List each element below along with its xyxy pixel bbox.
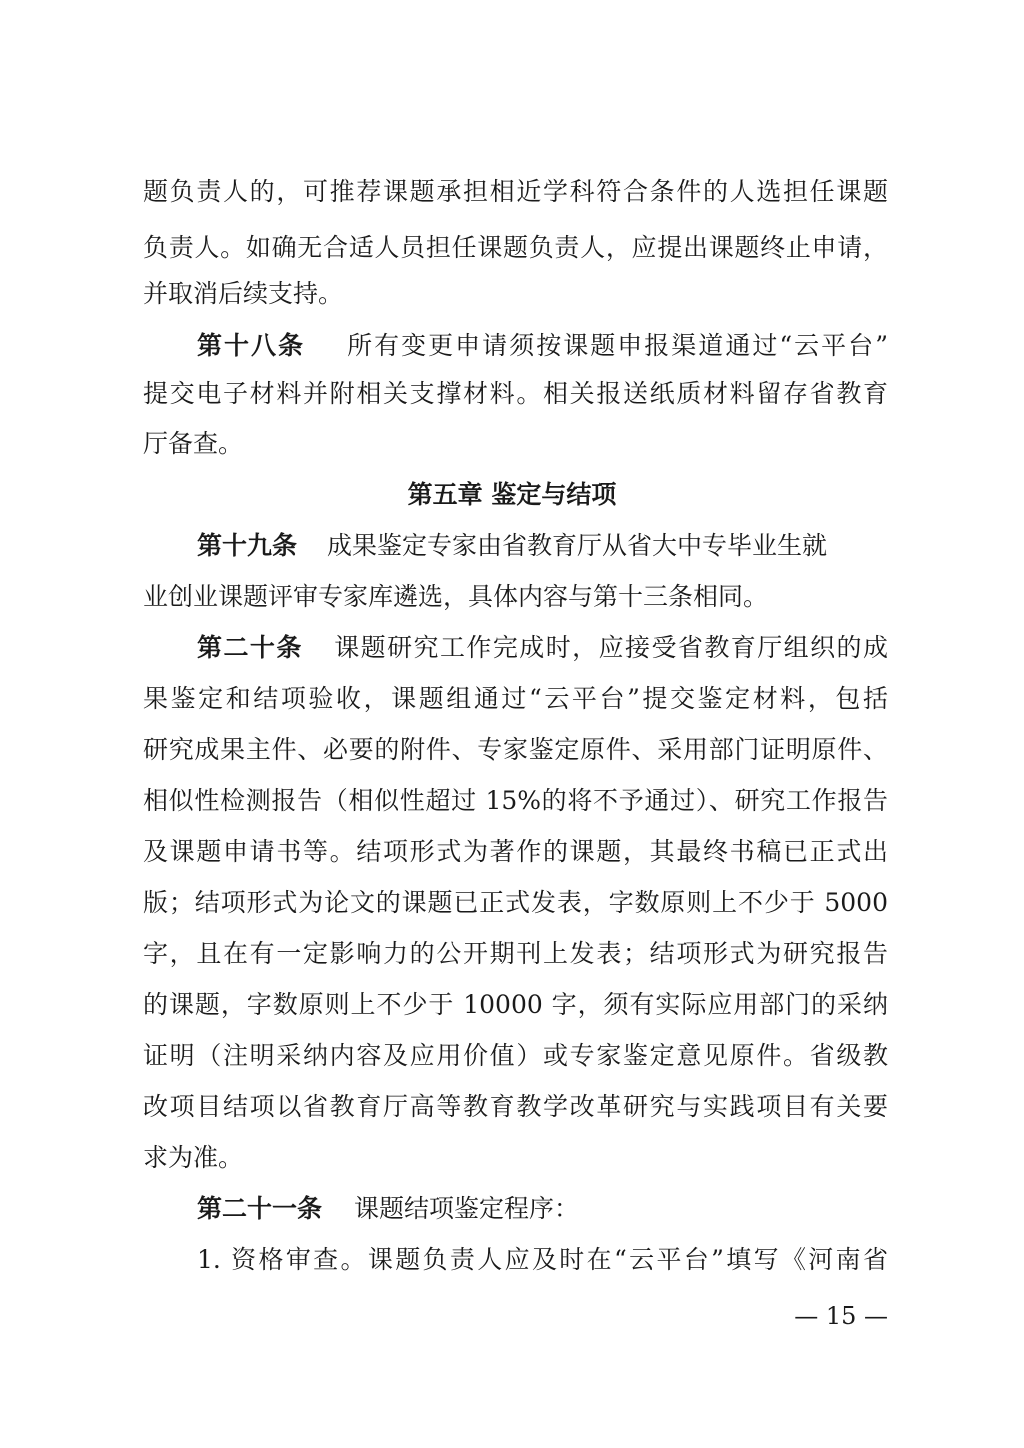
article-19-line [197,529,888,563]
page-number: — 15 — [794,1302,888,1330]
body-text-line: 并取消后续支持。 [143,279,344,308]
body-text-line: 及课题申请书等。结项形式为著作的课题，其最终书稿已正式出 [143,837,888,866]
body-text-line: 的课题，字数原则上不少于 10000 字，须有实际应用部门的采纳 [143,990,888,1019]
body-text-line: 厅备查。 [143,429,244,458]
body-text-line: 负责人。如确无合适人员担任课题负责人，应提出课题终止申请， [143,233,888,262]
article-text: 所有变更申请须按课题申报渠道通过“云平台” [345,331,888,360]
article-text: 课题研究工作完成时，应接受省教育厅组织的成 [332,633,888,662]
chapter-heading: 第五章 鉴定与结项 [407,480,617,509]
body-text-line: 业创业课题评审专家库遴选，具体内容与第十三条相同。 [143,582,769,611]
article-18-line [197,329,888,363]
article-label: 第十八条 [197,331,306,360]
article-text: 课题结项鉴定程序： [354,1194,580,1223]
body-text-line: 求为准。 [143,1143,244,1172]
body-text-line: 版；结项形式为论文的课题已正式发表，字数原则上不少于 5000 [143,888,888,917]
article-label: 第十九条 [197,531,298,560]
body-text-line: 提交电子材料并附相关支撑材料。相关报送纸质材料留存省教育 [143,379,888,408]
article-label: 第二十条 [197,633,303,662]
body-text-line: 改项目结项以省教育厅高等教育教学改革研究与实践项目有关要 [143,1092,888,1121]
article-20-line [197,631,888,665]
body-text-line: 研究成果主件、必要的附件、专家鉴定原件、采用部门证明原件、 [143,735,888,764]
article-21-line [197,1192,888,1226]
body-text-line: 果鉴定和结项验收，课题组通过“云平台”提交鉴定材料，包括 [143,684,888,713]
article-text: 成果鉴定专家由省教育厅从省大中专毕业生就 [327,531,828,560]
body-text-line: 字，且在有一定影响力的公开期刊上发表；结项形式为研究报告 [143,939,888,968]
body-text-line: 题负责人的，可推荐课题承担相近学科符合条件的人选担任课题 [143,177,888,206]
article-label: 第二十一条 [197,1194,323,1223]
list-item-1-line: 1. 资格审查。课题负责人应及时在“云平台”填写《河南省 [197,1245,888,1274]
body-text-line: 证明（注明采纳内容及应用价值）或专家鉴定意见原件。省级教 [143,1041,888,1070]
body-text-line: 相似性检测报告（相似性超过 15%的将不予通过）、研究工作报告 [143,786,888,815]
